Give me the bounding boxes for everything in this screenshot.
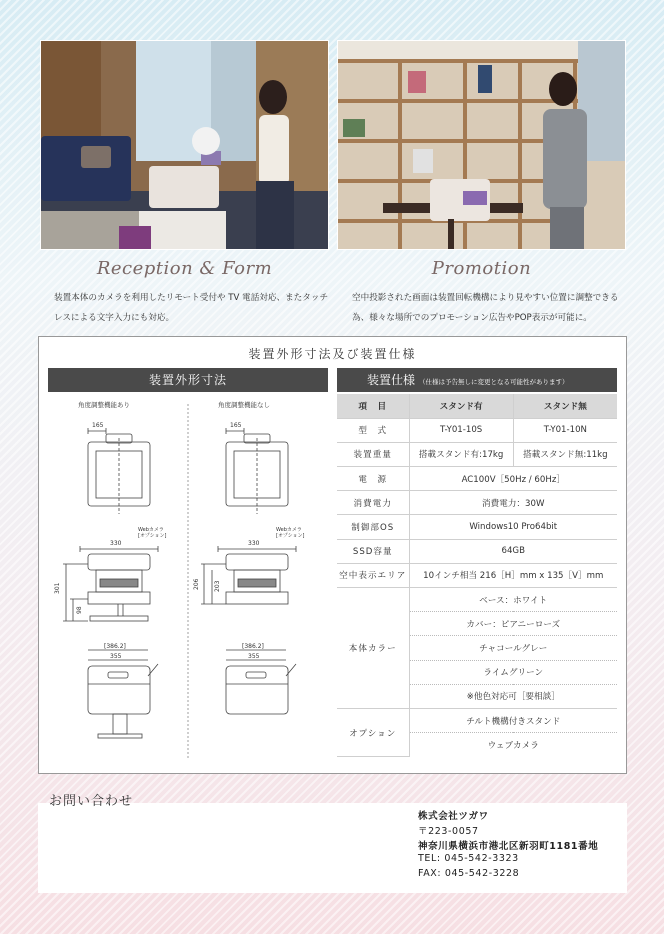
table-row — [337, 491, 617, 515]
os-label: 制御部OS — [337, 515, 409, 539]
dimension-drawings — [48, 394, 328, 764]
option-item: ウェブカメラ — [487, 740, 539, 751]
model-nostand: T-Y01-10N — [513, 418, 617, 442]
dim-165-a: 165 — [92, 422, 104, 429]
table-row — [337, 588, 617, 612]
col-nostand: スタンド無 — [513, 394, 617, 418]
option-b: [オプション] — [276, 533, 305, 539]
table-row — [337, 539, 617, 563]
spec-table — [337, 394, 617, 757]
option-item: チルト機構付きスタンド — [409, 708, 617, 732]
table-row — [337, 515, 617, 539]
weight-label: 装置重量 — [337, 442, 409, 466]
dim-386-a: [386.2] — [104, 643, 126, 650]
color-item: チャコールグレー — [409, 636, 617, 660]
without-angle-label: 角度調整機能なし — [218, 401, 270, 409]
model-stand: T-Y01-10S — [409, 418, 513, 442]
telephone[interactable]: TEL: 045-542-3323 — [418, 853, 519, 864]
area-label: 空中表示エリア — [337, 563, 409, 587]
consumption-value: 消費電力：30W — [409, 491, 617, 515]
ssd-value: 64GB — [409, 539, 617, 563]
dim-330-a: 330 — [110, 540, 122, 547]
contact-heading: お問い合わせ — [49, 794, 134, 809]
color-item: ※他色対応可［要相談］ — [409, 684, 617, 708]
table-header-row — [337, 394, 617, 418]
spec-panel-title: 装置外形寸法及び装置仕様 — [248, 347, 417, 361]
postal-code: 〒223-0057 — [418, 826, 479, 837]
dim-98: 98 — [76, 606, 83, 614]
promotion-photo — [337, 40, 626, 250]
dim-203: 203 — [214, 580, 221, 592]
table-row — [337, 442, 617, 466]
promotion-description: 空中投影された画面は装置回転機構により見やすい位置に調整できる為、様々な場所でのプロモーション広告やPOP表示が可能に。 — [352, 293, 619, 323]
table-row — [337, 708, 617, 732]
dimension-drawing-svg — [48, 394, 328, 764]
web-camera-a: Webカメラ — [138, 527, 164, 533]
dim-206: 206 — [193, 578, 200, 590]
option-label: オプション — [337, 708, 409, 756]
option-a: [オプション] — [138, 533, 167, 539]
color-item: ベース：ホワイト — [409, 588, 617, 612]
color-label: 本体カラー — [337, 588, 409, 709]
dim-386-b: [386.2] — [242, 643, 264, 650]
fax: FAX: 045-542-3228 — [418, 868, 520, 879]
color-item: カバー：ピアニーローズ — [409, 612, 617, 636]
consumption-label: 消費電力 — [337, 491, 409, 515]
reception-title: Reception & Form — [96, 258, 273, 279]
table-row — [337, 467, 617, 491]
power-label: 電 源 — [337, 467, 409, 491]
dim-301: 301 — [54, 582, 61, 594]
col-stand: スタンド有 — [409, 394, 513, 418]
contact-box — [38, 803, 627, 893]
promotion-title: Promotion — [431, 258, 532, 279]
dim-165-b: 165 — [230, 422, 242, 429]
power-value: AC100V［50Hz / 60Hz］ — [409, 467, 617, 491]
reception-description: 装置本体のカメラを利用したリモート受付や TV 電話対応、またタッチレスによる文字入力にも対応。 — [54, 293, 329, 323]
web-camera-b: Webカメラ — [276, 527, 302, 533]
dim-330-b: 330 — [248, 540, 260, 547]
ssd-label: SSD容量 — [337, 539, 409, 563]
spec-heading-band — [337, 368, 617, 392]
col-item: 項 目 — [337, 394, 409, 418]
spec-note: （仕様は予告無しに変更となる可能性があります） — [419, 378, 569, 386]
os-value: Windows10 Pro64bit — [409, 515, 617, 539]
dim-355-a: 355 — [110, 653, 122, 660]
spec-heading: 装置仕様 — [367, 373, 416, 387]
color-item: ライムグリーン — [409, 660, 617, 684]
area-value: 10インチ相当 216［H］mm x 135［V］mm — [409, 563, 617, 587]
reception-photo — [40, 40, 329, 250]
dim-355-b: 355 — [248, 653, 260, 660]
spec-panel — [38, 336, 627, 774]
with-angle-label: 角度調整機能あり — [78, 401, 130, 409]
table-row — [337, 563, 617, 587]
weight-stand: 搭載スタンド有:17kg — [409, 442, 513, 466]
company-name: 株式会社ツガワ — [418, 811, 489, 822]
model-label: 型 式 — [337, 418, 409, 442]
table-row — [337, 418, 617, 442]
weight-nostand: 搭載スタンド無:11kg — [513, 442, 617, 466]
address: 神奈川県横浜市港北区新羽町1181番地 — [418, 841, 599, 852]
dimensions-heading: 装置外形寸法 — [48, 368, 328, 392]
